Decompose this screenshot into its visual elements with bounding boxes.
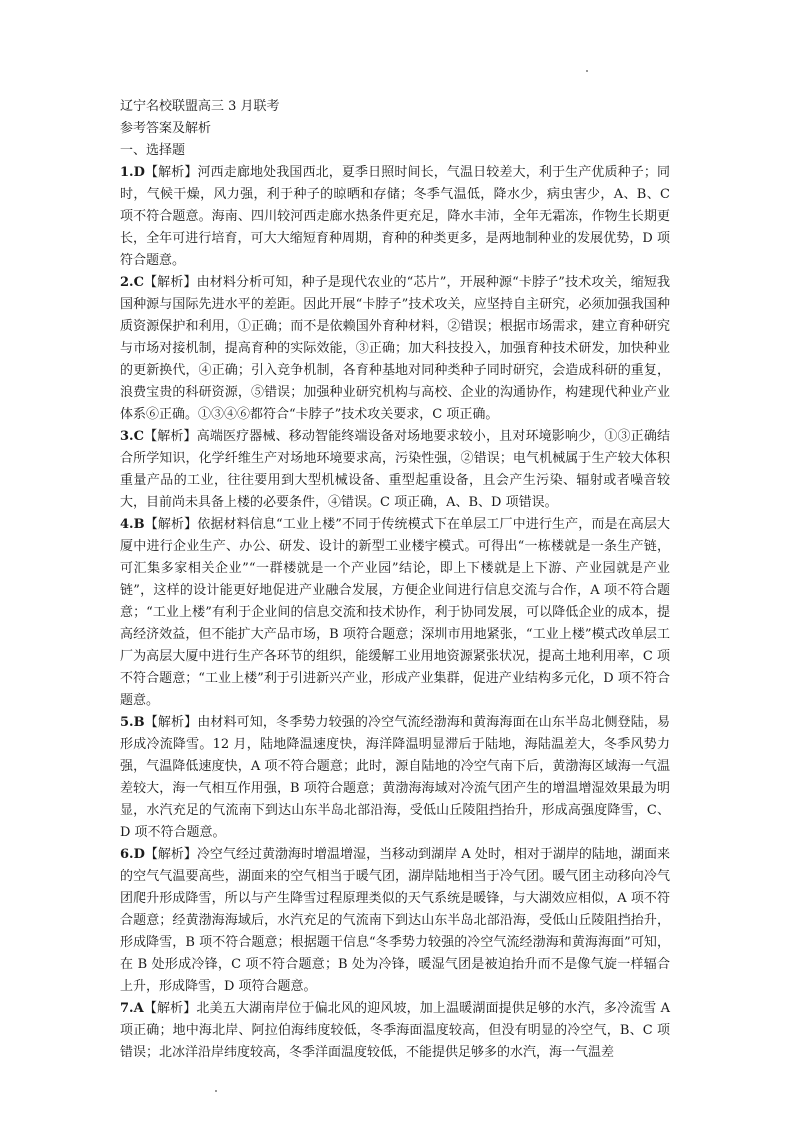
- analysis-tag: 【解析】: [144, 165, 198, 180]
- answer-text: 冷空气经过黄渤海时增温增湿，当移动到湖岸 A 处时，相对于湖岸的陆地，湖面来的空气气温要高些，湖面来的空气相当于暖气团，湖岸陆地相当于冷气团。暖气团主动移向冷气团爬升形成降雪，所以与产生降雪过程原理类似的天气系统是暖锋，与大湖效应相似，A 项不符合题意；经黄渤海海域后，水汽充足的气流南下到达山东半岛北部沿海，受低山丘陵阻挡抬升，形成降雪，B 项不符合题意；根据题干信息“冬季势力较强的冷空气流经渤海和黄海海面”可知，在 B 处形成冷锋，C 项不符合题意；B 处为冷锋，暖湿气团是被迫抬升而不是像气旋一样辐合上升，形成降雪，D 项符合题意。: [120, 847, 670, 994]
- answer-item-4: [120, 514, 670, 712]
- answer-text: 由材料分析可知，种子是现代农业的“芯片”，开展种源“卡脖子”技术攻关，缩短我国种源与国际先进水平的差距。因此开展“卡脖子”技术攻关，应坚持自主研究，必须加强我国种质资源保护和利用，①正确；而不是依赖国外育种材料，②错误；根据市场需求，建立育种研究与市场对接机制，提高育种的实际效能，③正确；加大科技投入，加强育种技术研发，加快种业的更新换代，④正确；引入竞争机制，各育种基地对同种类种子同时研究，会造成科研的重复，浪费宝贵的科研资源，⑤错误；加强种业研究机构与高校、企业的沟通协作，构建现代种业产业体系⑥正确。①③④⑥都符合“卡脖子”技术攻关要求，C 项正确。: [120, 275, 670, 422]
- answer-item-6: [120, 844, 670, 998]
- answer-number: 3.C: [120, 429, 144, 444]
- analysis-tag: 【解析】: [143, 429, 197, 444]
- section-heading: 一、选择题: [120, 143, 186, 158]
- answer-number: 1.D: [120, 165, 145, 180]
- answer-text: 由材料可知，冬季势力较强的冷空气流经渤海和黄海海面在山东半岛北侧登陆，易形成冷流降雪。12 月，陆地降温速度快，海洋降温明显滞后于陆地，海陆温差大，冬季风势力强，气温降低速度快，A 项不符合题意；此时，源自陆地的冷空气南下后，黄渤海区域海一气温差较大，海一气相互作用强，B 项符合题意；黄渤海海域对冷流气团产生的增温增湿效果最为明显，水汽充足的气流南下到达山东半岛北部沿海，受低山丘陵阻挡抬升，形成高强度降雪，C、D 项不符合题意。: [120, 715, 670, 840]
- scan-dot: [215, 1090, 217, 1092]
- answer-item-3: [120, 426, 670, 514]
- answer-text: 北美五大湖南岸位于偏北风的迎风坡，加上温暖湖面提供足够的水汽，多冷流雪 A 项正确；地中海北岸、阿拉伯海纬度较低，冬季海面温度较高，但没有明显的冷空气，B、C 项错误；北冰洋沿岸纬度较高，冬季洋面温度较低，不能提供足够多的水汽，海一气温差: [120, 1001, 670, 1060]
- answer-number: 6.D: [120, 847, 145, 862]
- analysis-tag: 【解析】: [143, 1001, 197, 1016]
- answer-number: 7.A: [120, 1001, 144, 1016]
- answer-text: 河西走廊地处我国西北，夏季日照时间长，气温日较差大，利于生产优质种子；同时，气候干燥，风力强，利于种子的晾晒和存储；冬季气温低，降水少，病虫害少，A、B、C 项不符合题意。海南、四川较河西走廊水热条件更充足，降水丰沛，全年无霜冻，作物生长期更长，全年可进行培育，可大大缩短育种周期，育种的种类更多，是两地制种业的发展优势，D 项符合题意。: [120, 165, 670, 268]
- answer-number: 4.B: [120, 517, 145, 532]
- analysis-tag: 【解析】: [144, 715, 198, 730]
- answer-item-7: [120, 998, 670, 1064]
- exam-subtitle: 参考答案及解析: [120, 121, 212, 136]
- answer-item-2: [120, 272, 670, 426]
- answer-item-5: [120, 712, 670, 844]
- answer-number: 2.C: [120, 275, 144, 290]
- analysis-tag: 【解析】: [144, 517, 198, 532]
- scan-dot: [586, 70, 588, 72]
- exam-title: 辽宁名校联盟高三 3 月联考: [120, 99, 280, 114]
- answer-item-1: [120, 162, 670, 272]
- answer-number: 5.B: [120, 715, 145, 730]
- answer-text: 高端医疗器械、移动智能终端设备对场地要求较小，且对环境影响少，①③正确结合所学知识，化学纤维生产对场地环境要求高，污染性强，②错误；电气机械属于生产较大体积重量产品的工业，往往要用到大型机械设备、重型起重设备，且会产生污染、辐射或者噪音较大，目前尚未具备上楼的必要条件，④错误。C 项正确，A、B、D 项错误。: [120, 429, 670, 510]
- analysis-tag: 【解析】: [143, 275, 197, 290]
- answer-sheet: [120, 96, 670, 1064]
- analysis-tag: 【解析】: [144, 847, 197, 862]
- answer-text: 依据材料信息“工业上楼”不同于传统模式下在单层工厂中进行生产，而是在高层大厦中进行企业生产、办公、研发、设计的新型工业楼宇模式。可得出“一栋楼就是一条生产链，可汇集多家相关企业”“一群楼就是一个产业园”结论，即上下楼就是上下游、产业园就是产业链”，这样的设计能更好地促进产业融合发展，方便企业间进行信息交流与合作，A 项不符合题意；“工业上楼”有利于企业间的信息交流和技术协作，利于协同发展，可以降低企业的成本，提高经济效益，但不能扩大产品市场，B 项符合题意；深圳市用地紧张，“工业上楼”模式改单层工厂为高层大厦中进行生产各环节的组织，能缓解工业用地资源紧张状况，提高土地利用率，C 项不符合题意；“工业上楼”利于引进新兴产业，形成产业集群，促进产业结构多元化，D 项不符合题意。: [120, 517, 670, 708]
